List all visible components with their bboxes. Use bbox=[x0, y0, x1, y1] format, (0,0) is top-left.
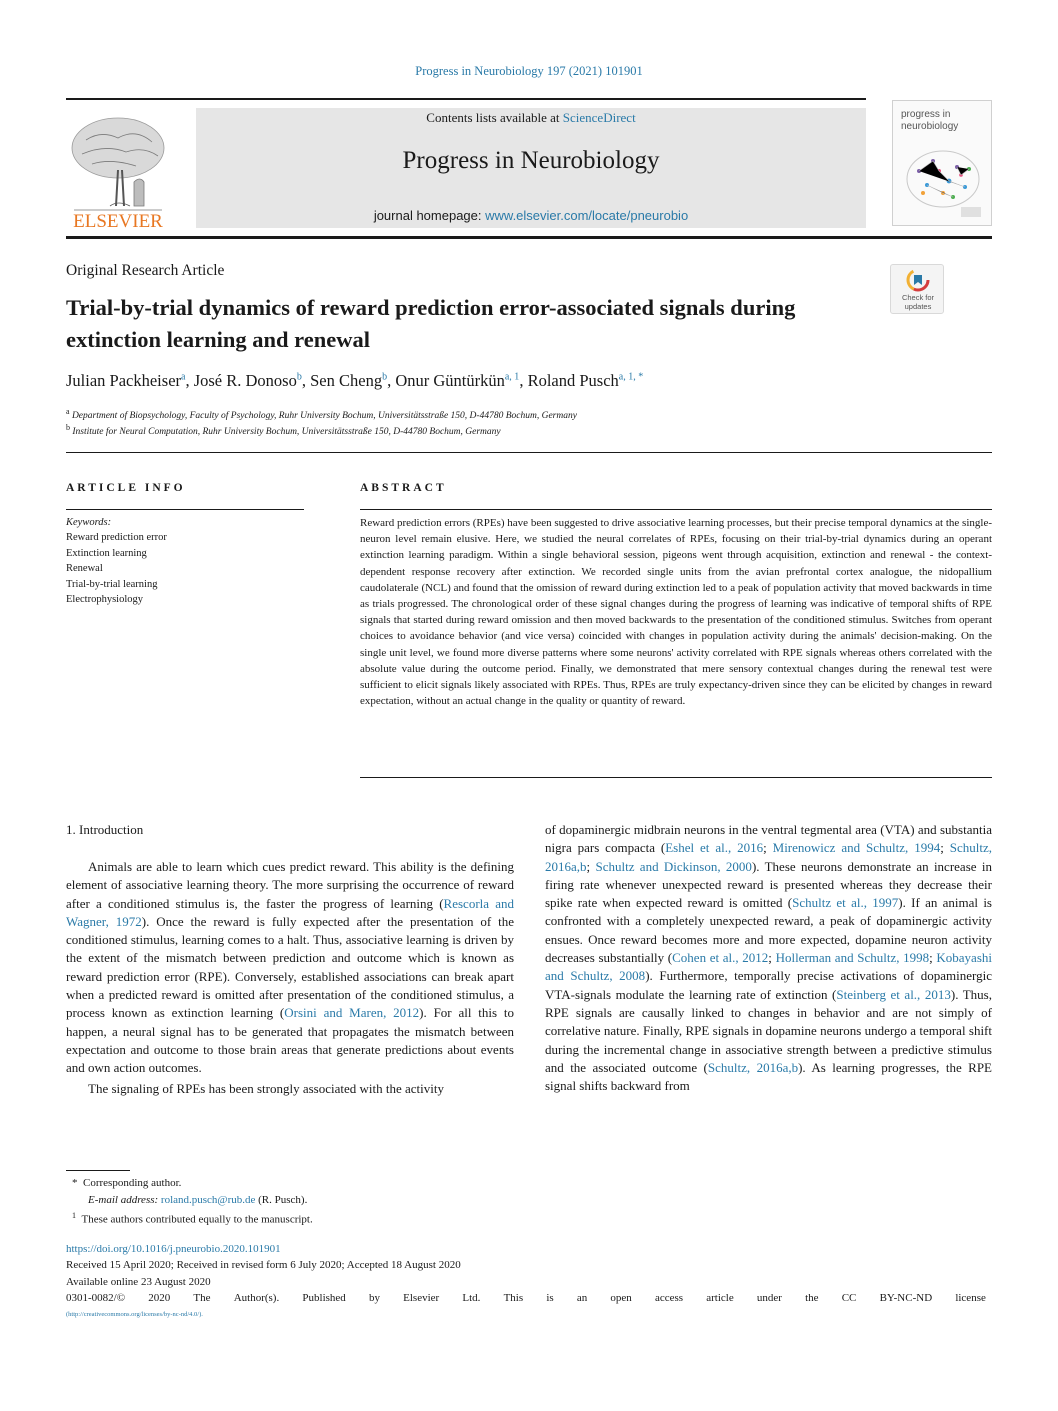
footnote-mark: 1 bbox=[72, 1211, 76, 1221]
citation-link[interactable]: Orsini and Maren, 2012 bbox=[284, 1005, 420, 1021]
journal-name: Progress in Neurobiology bbox=[402, 147, 660, 174]
paragraph-text: of dopaminergic midbrain neurons in the ventral tegmental area (VTA) and substantia nigra pars compacta ( bbox=[545, 822, 992, 856]
citation-link[interactable]: Schultz, 2016a,b bbox=[707, 1059, 799, 1075]
abstract-rule bbox=[360, 509, 992, 510]
crossmark-line1: Check for bbox=[901, 293, 935, 302]
keywords-label: Keywords: bbox=[66, 517, 112, 528]
paragraph-text: ). As learning progresses, the RPE signal shifts backward from bbox=[545, 1059, 992, 1094]
author-name: Sen Cheng bbox=[310, 371, 383, 390]
elsevier-wordmark: ELSEVIER bbox=[73, 211, 163, 232]
author-name: José R. Donoso bbox=[193, 371, 297, 390]
header-top-rule bbox=[66, 98, 866, 100]
keyword-item: Extinction learning bbox=[66, 547, 147, 559]
email-note bbox=[72, 1192, 313, 1209]
author-separator: , bbox=[301, 371, 311, 390]
affiliation-mark: a bbox=[66, 407, 70, 416]
paragraph-text: ; bbox=[929, 950, 937, 966]
footnote-mark: * bbox=[72, 1177, 78, 1189]
license-word: This bbox=[503, 1292, 524, 1305]
publication-info bbox=[66, 1241, 992, 1323]
citation-link[interactable]: Kobayashi and Schultz, 2008 bbox=[545, 950, 992, 984]
paragraph-text: ; bbox=[768, 950, 776, 966]
footnotes bbox=[72, 1175, 313, 1229]
introduction-heading: 1. Introduction bbox=[66, 822, 144, 837]
journal-reference[interactable]: Progress in Neurobiology 197 (2021) 101901 bbox=[415, 64, 643, 78]
homepage-link[interactable]: www.elsevier.com/locate/pneurobio bbox=[485, 208, 689, 223]
journal-homepage bbox=[196, 208, 866, 223]
journal-cover-image[interactable] bbox=[892, 100, 992, 226]
article-title-line1: Trial-by-trial dynamics of reward prediction error-associated signals during bbox=[66, 295, 796, 320]
author-list bbox=[66, 371, 992, 391]
received-dates: Received 15 April 2020; Received in revised form 6 July 2020; Accepted 18 August 2020 bbox=[66, 1259, 461, 1272]
body-paragraph bbox=[66, 1080, 514, 1098]
article-info-rule bbox=[66, 509, 304, 510]
footnote-text: These authors contributed equally to the manuscript. bbox=[81, 1214, 313, 1227]
paragraph-text: ). Thus, RPE signals are causally linked to changes in behavior and are not simply of correlative nature. Finally, RPE signals in dopamine neurons undergo a temporal shift during the incremental change in associative strength between a predictive stimulus and the associated outcome ( bbox=[545, 986, 992, 1075]
affiliation-b bbox=[66, 423, 501, 437]
footnote-text: Corresponding author. bbox=[83, 1177, 182, 1189]
article-title-line2: extinction learning and renewal bbox=[66, 327, 370, 352]
license-url-link[interactable]: (http://creativecommons.org/licenses/by-nc-nd/4.0/). bbox=[66, 1310, 203, 1318]
elsevier-logo[interactable] bbox=[66, 110, 170, 232]
author-separator: , bbox=[387, 371, 396, 390]
paragraph-text: ). These neurons demonstrate an increase in firing rate whenever unexpected reward is presented whereas they decrease their spike rate when expected reward is omitted ( bbox=[545, 858, 992, 911]
keywords-list bbox=[66, 515, 306, 607]
license-word: 0301-0082/© bbox=[66, 1292, 126, 1305]
citation-link[interactable]: Mirenowicz and Schultz, 1994 bbox=[772, 840, 941, 856]
affiliation-a bbox=[66, 407, 577, 421]
affiliation-mark: b bbox=[66, 423, 70, 432]
paragraph-text: ). If an animal is confronted with a completely unexpected reward, a peak of dopaminergic activity ensues. Once reward becomes more and more expected, dopamine neuron activity decreases substantially ( bbox=[545, 895, 992, 966]
elsevier-tree-icon bbox=[66, 110, 170, 232]
body-paragraph bbox=[545, 821, 992, 1095]
article-title bbox=[66, 292, 876, 356]
affiliation-text: Institute for Neural Computation, Ruhr University Bochum, Universitätsstraße 150, D-44780 Bochum, Germany bbox=[72, 427, 501, 438]
license-word: under bbox=[756, 1292, 782, 1305]
abstract-heading: ABSTRACT bbox=[360, 482, 447, 494]
license-word: CC bbox=[841, 1292, 857, 1305]
license-word: an bbox=[576, 1292, 588, 1305]
abstract-text: Reward prediction errors (RPEs) have been suggested to drive associative learning processes, but their precise temporal dynamics at the single-neuron level remain elusive. Here, we studied the neural correlates of RPEs, focusing on their trial-by-trial dynamics during an operant extinction learning paradigm. Within a single behavioral session, pigeons went through acquisition, extinction and renewal - the context-dependent response recovery after extinction. We recorded single units from the avian prefrontal cortex analogue, the nidopallium caudolaterale (NCL) and found that the omission of reward during extinction led to a peak of population activity that moved backwards in time as trials progressed. The chronological order of these signal changes during the progress of learning was indicative of temporal shifts of RPE signals that started during reward omission and then moved backwards to the presentation of the conditioned stimulus. Switches from operant choices to avoidance behavior (and vice versa) coincided with changes in population activity during the animals' decision-making. On the single unit level, we found more diverse patterns where some neurons' activity correlated with RPE signals whereas others correlated with the absolute value during the outcome period. Finally, we demonstrated that mere sensory contextual changes during the renewal test were sufficient to elicit signals likely associated with RPEs. Thus, RPEs are truly expectancy-driven since they can be elicited by changes in reward expectation, without an actual change in the quality or quantity of reward. bbox=[360, 517, 992, 708]
article-type: Original Research Article bbox=[66, 262, 225, 279]
article-info-heading: ARTICLE INFO bbox=[66, 482, 186, 494]
body-column-right bbox=[545, 821, 992, 1095]
equal-contribution-note bbox=[72, 1208, 313, 1228]
paragraph-text: ). For all this to happen, a neural signal has to be generated that propagates the mismatch between expectation and outcome to those brain areas that generate predictions about events and own action outcomes. bbox=[66, 1005, 514, 1076]
cover-title-line2: neurobiology bbox=[901, 121, 959, 132]
author-affiliation-mark[interactable]: a, 1, * bbox=[618, 371, 644, 383]
license-word: article bbox=[706, 1292, 734, 1305]
author-affiliation-mark[interactable]: a, 1 bbox=[504, 371, 520, 383]
license-word: Author(s). bbox=[233, 1292, 280, 1305]
paragraph-text: ; bbox=[763, 840, 773, 856]
keyword-item: Reward prediction error bbox=[66, 532, 167, 544]
affiliation-rule bbox=[66, 452, 992, 453]
license-word: the bbox=[805, 1292, 819, 1305]
license-word: license bbox=[955, 1292, 986, 1305]
license-word: access bbox=[654, 1292, 684, 1305]
citation-link[interactable]: Rescorla and Wagner, 1972 bbox=[66, 895, 514, 929]
homepage-prefix: journal homepage: bbox=[373, 208, 486, 223]
contents-line bbox=[196, 110, 866, 126]
author-name: Julian Packheiser bbox=[66, 371, 182, 390]
doi-link[interactable]: https://doi.org/10.1016/j.pneurobio.2020.101901 bbox=[66, 1243, 281, 1255]
abstract-bottom-rule bbox=[360, 777, 992, 778]
paragraph-text: ). Furthermore, temporally precise activations of dopaminergic VTA-signals modulate the learning rate of extinction ( bbox=[545, 968, 993, 1002]
email-label: E-mail address: bbox=[88, 1193, 159, 1206]
author-name: Roland Pusch bbox=[527, 371, 619, 390]
check-for-updates-badge[interactable] bbox=[890, 264, 944, 314]
license-word: by bbox=[368, 1292, 380, 1305]
paragraph-text: ; bbox=[586, 858, 596, 874]
email-suffix: (R. Pusch). bbox=[255, 1193, 308, 1206]
author-name: Onur Güntürkün bbox=[395, 371, 505, 390]
citation-link[interactable]: Eshel et al., 2016 bbox=[665, 840, 764, 856]
crossmark-line2: updates bbox=[904, 302, 932, 311]
citation-link[interactable]: Schultz, 2016a,b bbox=[545, 840, 992, 874]
paragraph-text: ; bbox=[940, 840, 950, 856]
license-word: Ltd. bbox=[462, 1292, 481, 1305]
paragraph-text: The signaling of RPEs has been strongly associated with the activity bbox=[88, 1080, 444, 1096]
author-separator: , bbox=[185, 371, 194, 390]
license-word: The bbox=[193, 1292, 211, 1305]
crossmark-icon bbox=[906, 268, 930, 292]
header-bottom-rule bbox=[66, 236, 992, 239]
paragraph-text: ). Once the reward is fully expected after the presentation of the conditioned stimulus, learning comes to a halt. Thus, associative learning is driven by the extent of the mismatch between prediction and outcome which is known as reward prediction error (RPE). Conversely, established associations can break apart when a predicted reward is omitted after presentation of the conditioned stimulus, a process known as extinction learning ( bbox=[66, 913, 515, 1021]
citation-link[interactable]: Cohen et al., 2012 bbox=[672, 950, 769, 966]
affiliation-text: Department of Biopsychology, Faculty of Psychology, Ruhr University Bochum, Universitätsstraße 150, D-44780 Bochum, Germany bbox=[71, 411, 577, 422]
contents-prefix: Contents lists available at bbox=[426, 110, 563, 125]
brain-network-icon bbox=[899, 141, 987, 221]
body-column-left bbox=[66, 858, 514, 1098]
author-affiliation-mark[interactable]: a bbox=[181, 371, 186, 383]
sciencedirect-link[interactable]: ScienceDirect bbox=[562, 110, 636, 125]
citation-link[interactable]: Schultz and Dickinson, 2000 bbox=[595, 858, 752, 874]
citation-link[interactable]: Steinberg et al., 2013 bbox=[836, 986, 951, 1002]
license-line bbox=[66, 1290, 986, 1306]
license-word: BY-NC-ND bbox=[879, 1292, 933, 1305]
corresponding-author-note bbox=[72, 1175, 313, 1192]
keyword-item: Trial-by-trial learning bbox=[66, 578, 158, 590]
license-word: open bbox=[610, 1292, 632, 1305]
keyword-item: Electrophysiology bbox=[66, 594, 143, 606]
email-link[interactable]: roland.pusch@rub.de bbox=[160, 1193, 256, 1206]
citation-link[interactable]: Schultz et al., 1997 bbox=[792, 895, 899, 911]
author-separator: , bbox=[519, 371, 528, 390]
body-paragraph bbox=[66, 858, 514, 1078]
keyword-item: Renewal bbox=[66, 563, 103, 575]
license-word: Elsevier bbox=[403, 1292, 440, 1305]
citation-link[interactable]: Hollerman and Schultz, 1998 bbox=[775, 950, 930, 966]
cover-title-line1: progress in bbox=[901, 109, 951, 120]
footnote-rule bbox=[66, 1170, 130, 1171]
online-date: Available online 23 August 2020 bbox=[66, 1275, 211, 1288]
license-word: 2020 bbox=[148, 1292, 171, 1305]
author-affiliation-mark[interactable]: b bbox=[382, 371, 388, 383]
paragraph-text: Animals are able to learn which cues predict reward. This ability is the defining element of associative learning theory. The more surprising the occurrence of reward after a conditioned stimulus is, the faster the progress of learning ( bbox=[66, 859, 514, 911]
license-word: Published bbox=[302, 1292, 346, 1305]
author-affiliation-mark[interactable]: b bbox=[296, 371, 302, 383]
license-word: is bbox=[546, 1292, 554, 1305]
